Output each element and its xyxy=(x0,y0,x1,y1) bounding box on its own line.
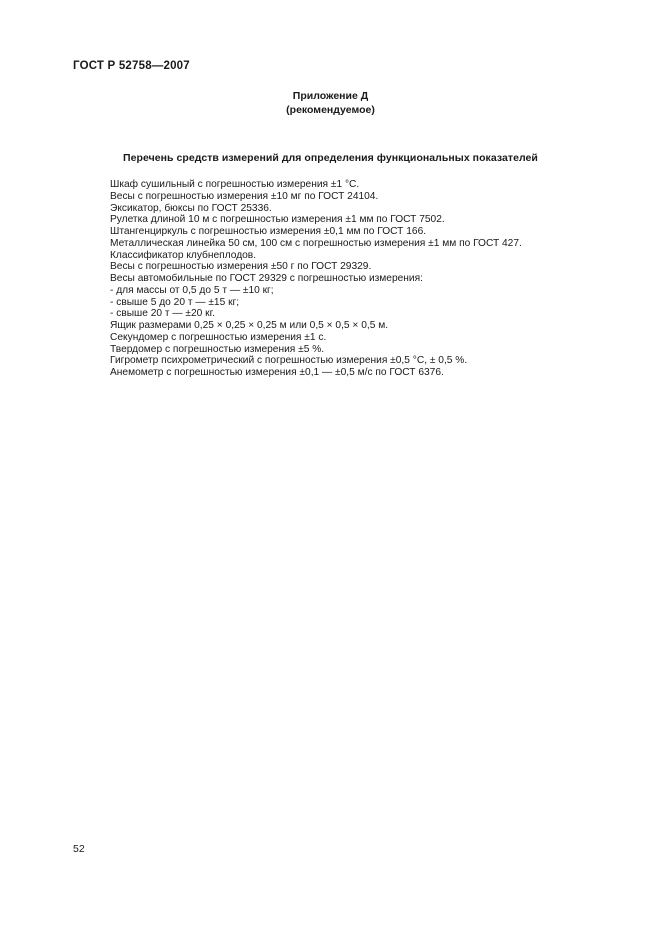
list-item: Штангенциркуль с погрешностью измерения ±0,1 мм по ГОСТ 166. xyxy=(110,226,427,237)
annex-title: Приложение Д xyxy=(292,90,369,102)
list-item: Секундомер с погрешностью измерения ±1 с. xyxy=(110,331,327,343)
list-item: Металлическая линейка 50 см, 100 см с погрешностью измерения ±1 мм по ГОСТ 427. xyxy=(110,237,522,249)
document-header-designation: ГОСТ Р 52758—2007 xyxy=(73,60,190,72)
list-item: - свыше 5 до 20 т — ±15 кг; xyxy=(110,296,240,308)
list-item: Анемометр с погрешностью измерения ±0,1 — ±0,5 м/с по ГОСТ 6376. xyxy=(110,367,444,378)
list-item: Твердомер с погрешностью измерения ±5 %. xyxy=(110,343,325,355)
list-item: Эксикатор, бюксы по ГОСТ 25336. xyxy=(110,202,272,214)
section-title: Перечень средств измерений для определения функциональных показателей xyxy=(123,152,538,164)
equipment-list xyxy=(110,179,580,379)
annex-caption xyxy=(0,89,661,117)
annex-status: (рекомендуемое) xyxy=(286,104,375,116)
list-item: Ящик размерами 0,25 × 0,25 × 0,25 м или 0,5 × 0,5 × 0,5 м. xyxy=(110,320,389,331)
list-item: Весы автомобильные по ГОСТ 29329 с погрешностью измерения: xyxy=(110,273,423,284)
page-number: 52 xyxy=(73,843,85,855)
list-item: - свыше 20 т — ±20 кг. xyxy=(110,308,215,320)
list-item: Весы с погрешностью измерения ±10 мг по ГОСТ 24104. xyxy=(110,190,379,202)
list-item: - для массы от 0,5 до 5 т — ±10 кг; xyxy=(110,284,274,296)
list-item: Шкаф сушильный с погрешностью измерения ±1 °С. xyxy=(110,179,360,190)
list-item: Гигрометр психрометрический с погрешностью измерения ±0,5 °С, ± 0,5 %. xyxy=(110,355,468,367)
list-item: Рулетка длиной 10 м с погрешностью измерения ±1 мм по ГОСТ 7502. xyxy=(110,214,445,226)
list-item: Весы с погрешностью измерения ±50 г по ГОСТ 29329. xyxy=(110,261,372,273)
list-item: Классификатор клубнеплодов. xyxy=(110,249,257,261)
